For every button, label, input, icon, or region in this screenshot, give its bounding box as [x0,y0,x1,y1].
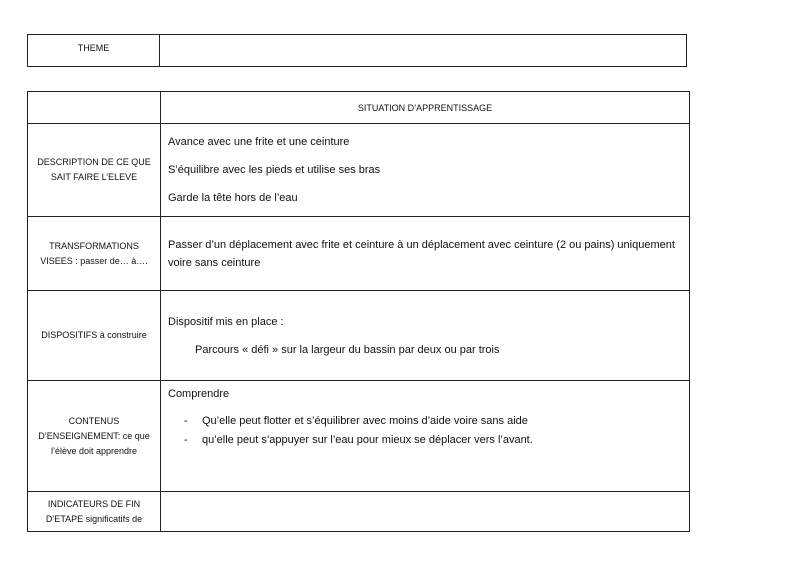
situation-header: SITUATION D’APPRENTISSAGE [161,92,690,124]
description-line-1: Avance avec une frite et une ceinture [168,136,350,148]
indicateurs-label: INDICATEURS DE FIN D’ETAPE significatifs de [28,492,161,532]
list-item: - Qu’elle peut flotter et s’équilibrer avec moins d’aide voire sans aide [168,412,682,431]
dispositifs-content [161,291,690,381]
learning-situation-table [27,91,690,532]
theme-table [27,34,687,67]
dispositifs-detail: Parcours « défi » sur la largeur du bassin par deux ou par trois [195,343,500,356]
description-line-2: S’équilibre avec les pieds et utilise ses bras [168,164,381,176]
transformations-label: TRANSFORMATIONS VISEES : passer de… à…. [28,217,161,291]
indicateurs-value [161,492,690,532]
description-content [161,124,690,217]
theme-label: THEME [28,35,160,67]
dispositifs-heading: Dispositif mis en place : [168,315,284,328]
contenus-content [161,381,690,492]
description-line-3: Garde la tête hors de l’eau [168,192,298,204]
contenus-heading: Comprendre [168,388,230,400]
header-empty-cell [28,92,161,124]
list-item: - qu’elle peut s’appuyer sur l’eau pour mieux se déplacer vers l’avant. [168,431,682,450]
transformations-text: Passer d’un déplacement avec frite et ceinture à un déplacement avec ceinture (2 ou pains) uniquement voire sans ceinture [168,238,675,269]
description-label: DESCRIPTION DE CE QUE SAIT FAIRE L’ELEVE [28,124,161,217]
dispositifs-label: DISPOSITIFS à construire [28,291,161,381]
theme-value [160,35,687,67]
contenus-list [168,412,682,450]
transformations-content [161,217,690,291]
contenus-label: CONTENUS D’ENSEIGNEMENT: ce que l’élève doit apprendre [28,381,161,492]
